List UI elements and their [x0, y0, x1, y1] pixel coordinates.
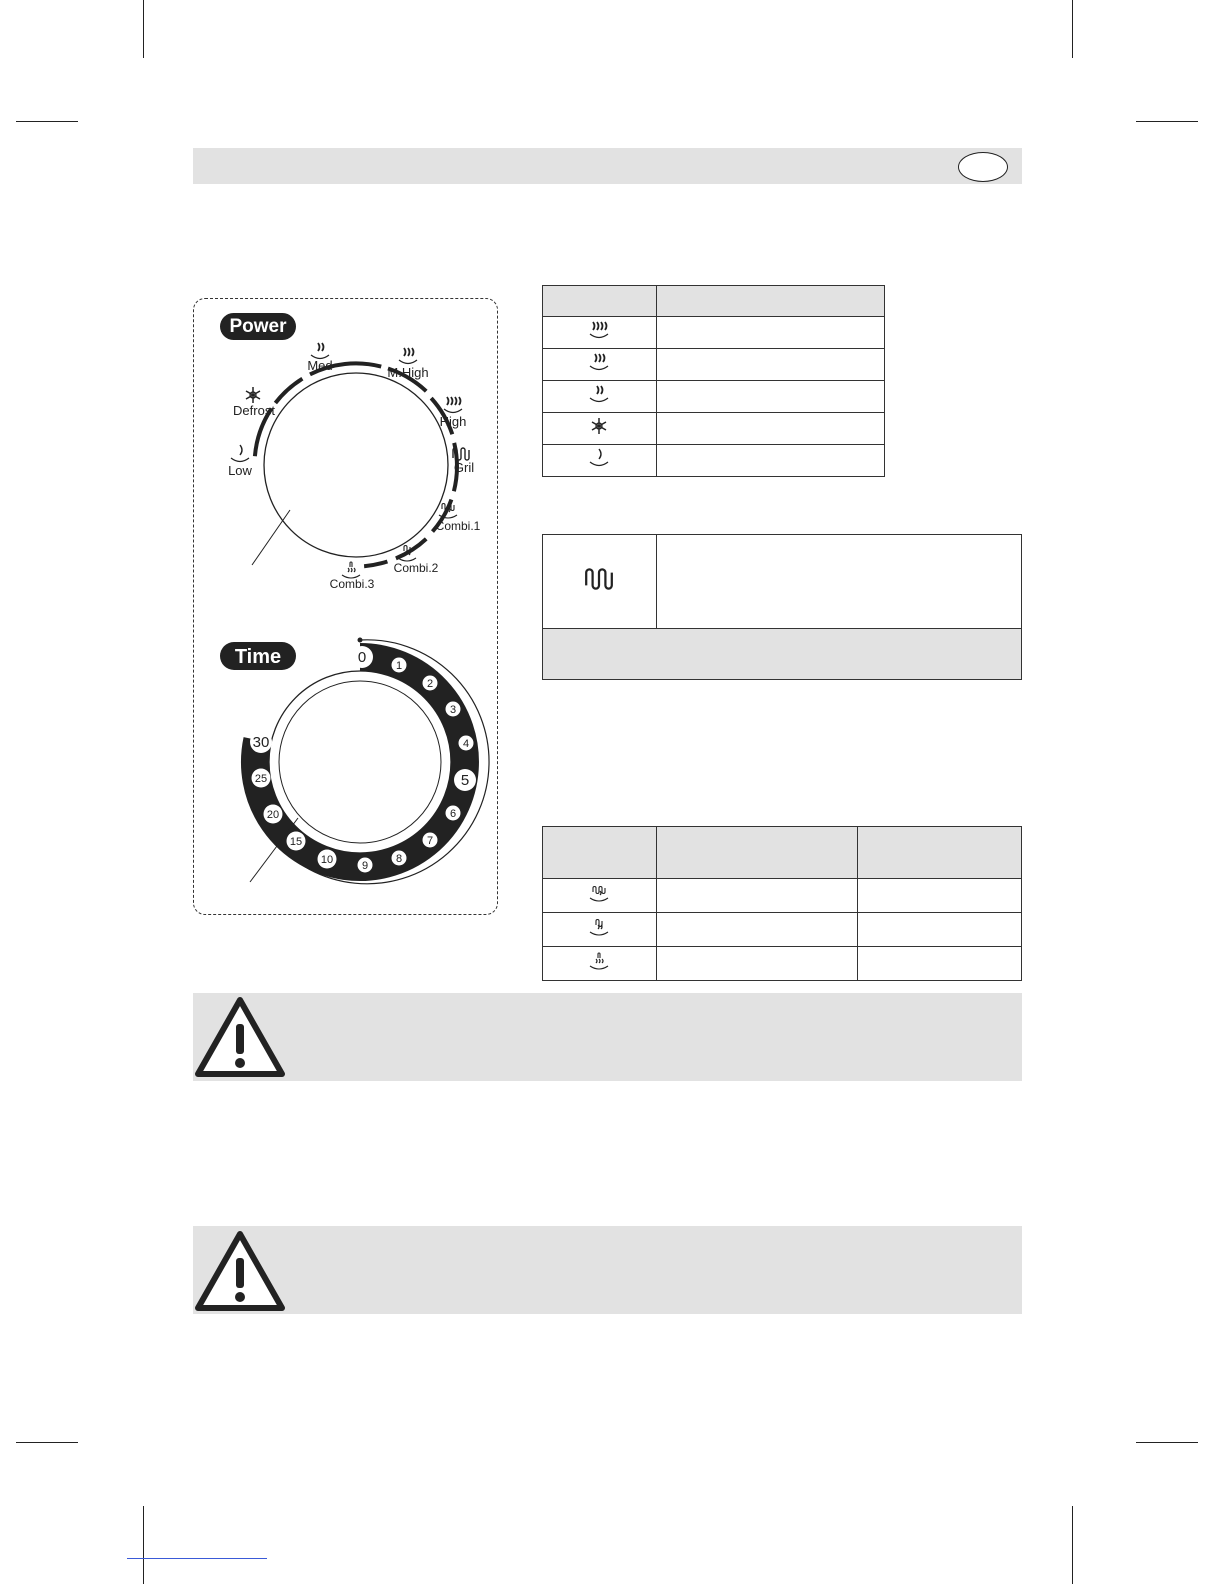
table-row [543, 445, 885, 477]
power-knob-leader-line [252, 510, 290, 565]
time-badge-label: Time [234, 646, 282, 668]
power-badge-label: Power [229, 316, 287, 337]
low-power-icon [584, 445, 614, 471]
power-setting-label: High [439, 414, 467, 429]
timer-mark-label: 5 [460, 772, 470, 789]
timer-mark-label: 10 [320, 854, 334, 866]
warning-band [193, 1226, 1022, 1314]
table-row [543, 913, 1022, 947]
table-row [543, 879, 1022, 913]
timer-mark-label: 20 [266, 809, 280, 821]
med-power-icon [311, 343, 329, 359]
medium-high-power-icon [584, 349, 614, 375]
timer-mark-label: 2 [426, 678, 434, 690]
timer-mark-label: 15 [289, 836, 303, 848]
table-row [543, 413, 885, 445]
grill-icon [579, 564, 619, 594]
timer-mark-label: 3 [449, 704, 457, 716]
med-power-icon [584, 381, 614, 407]
power-level-table [542, 285, 885, 477]
power-setting-label: Combi.2 [393, 561, 439, 575]
timer-mark-label: 7 [426, 835, 434, 847]
combi-3-icon [342, 562, 360, 578]
power-badge [220, 313, 296, 340]
grill-table [542, 534, 1022, 680]
power-scale-arc [255, 363, 457, 566]
power-setting-label: Defrost [233, 403, 275, 418]
table-row [543, 349, 885, 381]
power-setting-label: Combi.3 [329, 577, 375, 591]
power-setting-label: M.High [387, 365, 429, 380]
combi-2-icon [584, 913, 614, 941]
table-row [543, 317, 885, 349]
timer-mark-label: 9 [361, 860, 369, 872]
time-badge [220, 642, 296, 670]
table-header-row [543, 286, 885, 317]
timer-mark-label: 0 [357, 649, 367, 666]
table-row [543, 381, 885, 413]
power-knob[interactable] [264, 373, 448, 557]
timer-mark-label: 4 [462, 738, 470, 750]
power-setting-label: Combi.1 [435, 519, 481, 533]
low-power-icon [231, 445, 249, 462]
table-row [543, 947, 1022, 981]
medium-high-power-icon [399, 348, 417, 364]
warning-band [193, 993, 1022, 1081]
timer-mark-label: 1 [395, 660, 403, 672]
high-power-icon [584, 317, 614, 343]
timer-mark-label: 6 [449, 808, 457, 820]
timer-mark-label: 25 [254, 773, 268, 785]
power-setting-label: Med [307, 358, 333, 373]
table-header-row [543, 827, 1022, 879]
defrost-snowflake-icon [584, 413, 614, 439]
combi-3-icon [584, 947, 614, 975]
table-note-row [543, 629, 1022, 680]
power-setting-label: Gril [453, 460, 475, 475]
high-power-icon [444, 397, 462, 413]
timer-mark-label: 30 [252, 734, 270, 751]
power-setting-label: Low [228, 463, 252, 478]
defrost-snowflake-icon [246, 387, 260, 403]
combi-table [542, 826, 1022, 981]
combi-1-icon [584, 879, 614, 907]
table-row [543, 535, 1022, 629]
timer-knob[interactable] [266, 671, 451, 853]
timer-mark-label: 8 [395, 853, 403, 865]
